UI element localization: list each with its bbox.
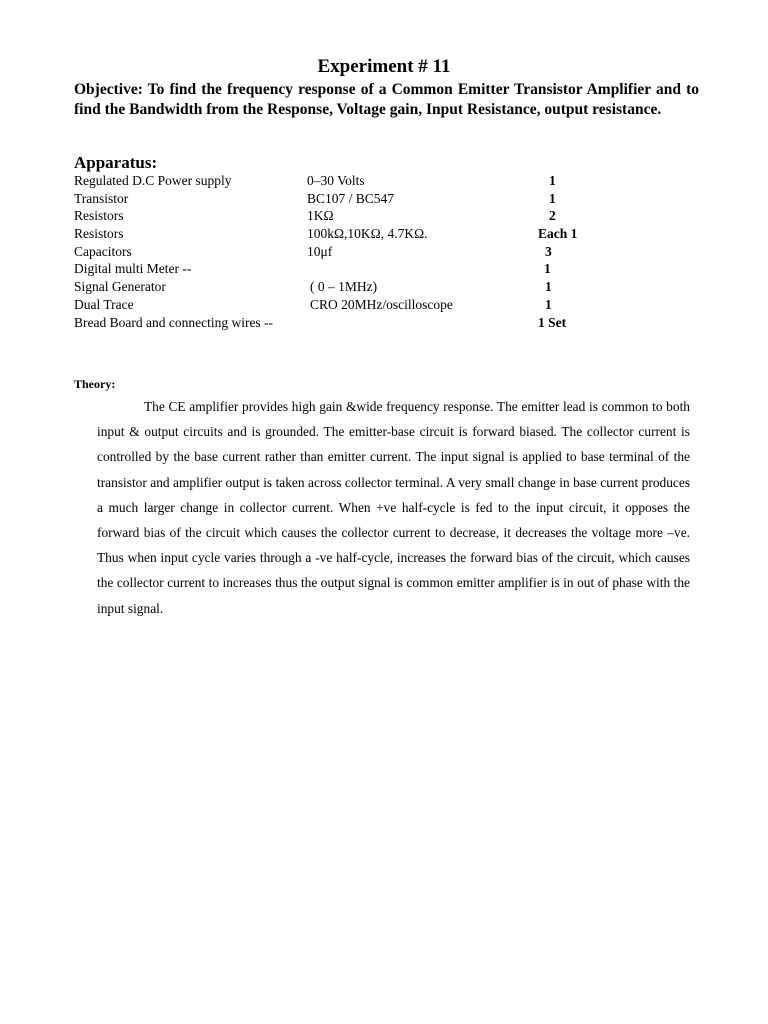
- theory-heading: Theory:: [74, 377, 116, 391]
- apparatus-row: [74, 207, 674, 225]
- apparatus-qty: 3: [545, 243, 552, 259]
- apparatus-spec: 10μf: [307, 243, 333, 259]
- apparatus-name: Bread Board and connecting wires --: [74, 314, 274, 330]
- apparatus-qty: 1: [549, 173, 556, 188]
- apparatus-qty: 1: [544, 261, 551, 277]
- apparatus-name: Digital multi Meter --: [74, 261, 192, 277]
- apparatus-row: [74, 225, 674, 243]
- apparatus-row: [74, 296, 674, 314]
- apparatus-spec: CRO 20MHz/oscilloscope: [310, 296, 453, 312]
- apparatus-row: [74, 278, 674, 296]
- apparatus-row: [74, 190, 674, 208]
- apparatus-qty: 1: [545, 296, 552, 312]
- apparatus-row: [74, 172, 674, 190]
- apparatus-name: Capacitors: [74, 243, 132, 259]
- apparatus-qty: 2: [549, 208, 556, 224]
- apparatus-qty: 1: [545, 279, 552, 295]
- apparatus-name: Resistors: [74, 226, 124, 242]
- apparatus-spec: BC107 / BC547: [307, 190, 395, 206]
- apparatus-name: Signal Generator: [74, 279, 166, 295]
- apparatus-name: Dual Trace: [74, 296, 134, 312]
- apparatus-spec: 0–30 Volts: [307, 173, 365, 188]
- theory-paragraph: The CE amplifier provides high gain &wide frequency response. The emitter lead is common to both input & output circuits and is grounded. The emitter-base circuit is forward biased. The collector current is controlled by the base current rather than emitter current. The input signal is applied to base terminal of the transistor and amplifier output is taken across collector terminal. A very small change in base current produces a much larger change in collector current. When +ve half-cycle is fed to the input circuit, it opposes the forward bias of the circuit which causes the collector current to decrease, it decreases the voltage more –ve. Thus when input cycle varies through a -ve half-cycle, increases the forward bias of the circuit, which causes the collector current to increases thus the output signal is common emitter amplifier is in out of phase with the input signal.: [97, 399, 690, 616]
- apparatus-spec: 100kΩ,10KΩ, 4.7KΩ.: [307, 226, 428, 242]
- apparatus-qty: Each 1: [538, 226, 578, 242]
- objective-paragraph: Objective: To find the frequency response of a Common Emitter Transistor Amplifier and to find the Bandwidth from the Response, Voltage gain, Input Resistance, output resistance.: [74, 81, 699, 118]
- apparatus-name: Resistors: [74, 208, 124, 224]
- apparatus-name: Regulated D.C Power supply: [74, 173, 232, 188]
- apparatus-row: [74, 260, 674, 278]
- apparatus-spec: ( 0 – 1MHz): [310, 279, 378, 295]
- apparatus-qty: 1 Set: [538, 314, 567, 330]
- apparatus-row: [74, 314, 674, 332]
- apparatus-spec: 1KΩ: [307, 208, 334, 224]
- apparatus-heading: Apparatus:: [74, 153, 158, 172]
- apparatus-name: Transistor: [74, 190, 129, 206]
- apparatus-qty: 1: [549, 190, 556, 206]
- apparatus-row: [74, 243, 674, 261]
- page-title: Experiment # 11: [317, 56, 451, 77]
- apparatus-list: [74, 172, 674, 331]
